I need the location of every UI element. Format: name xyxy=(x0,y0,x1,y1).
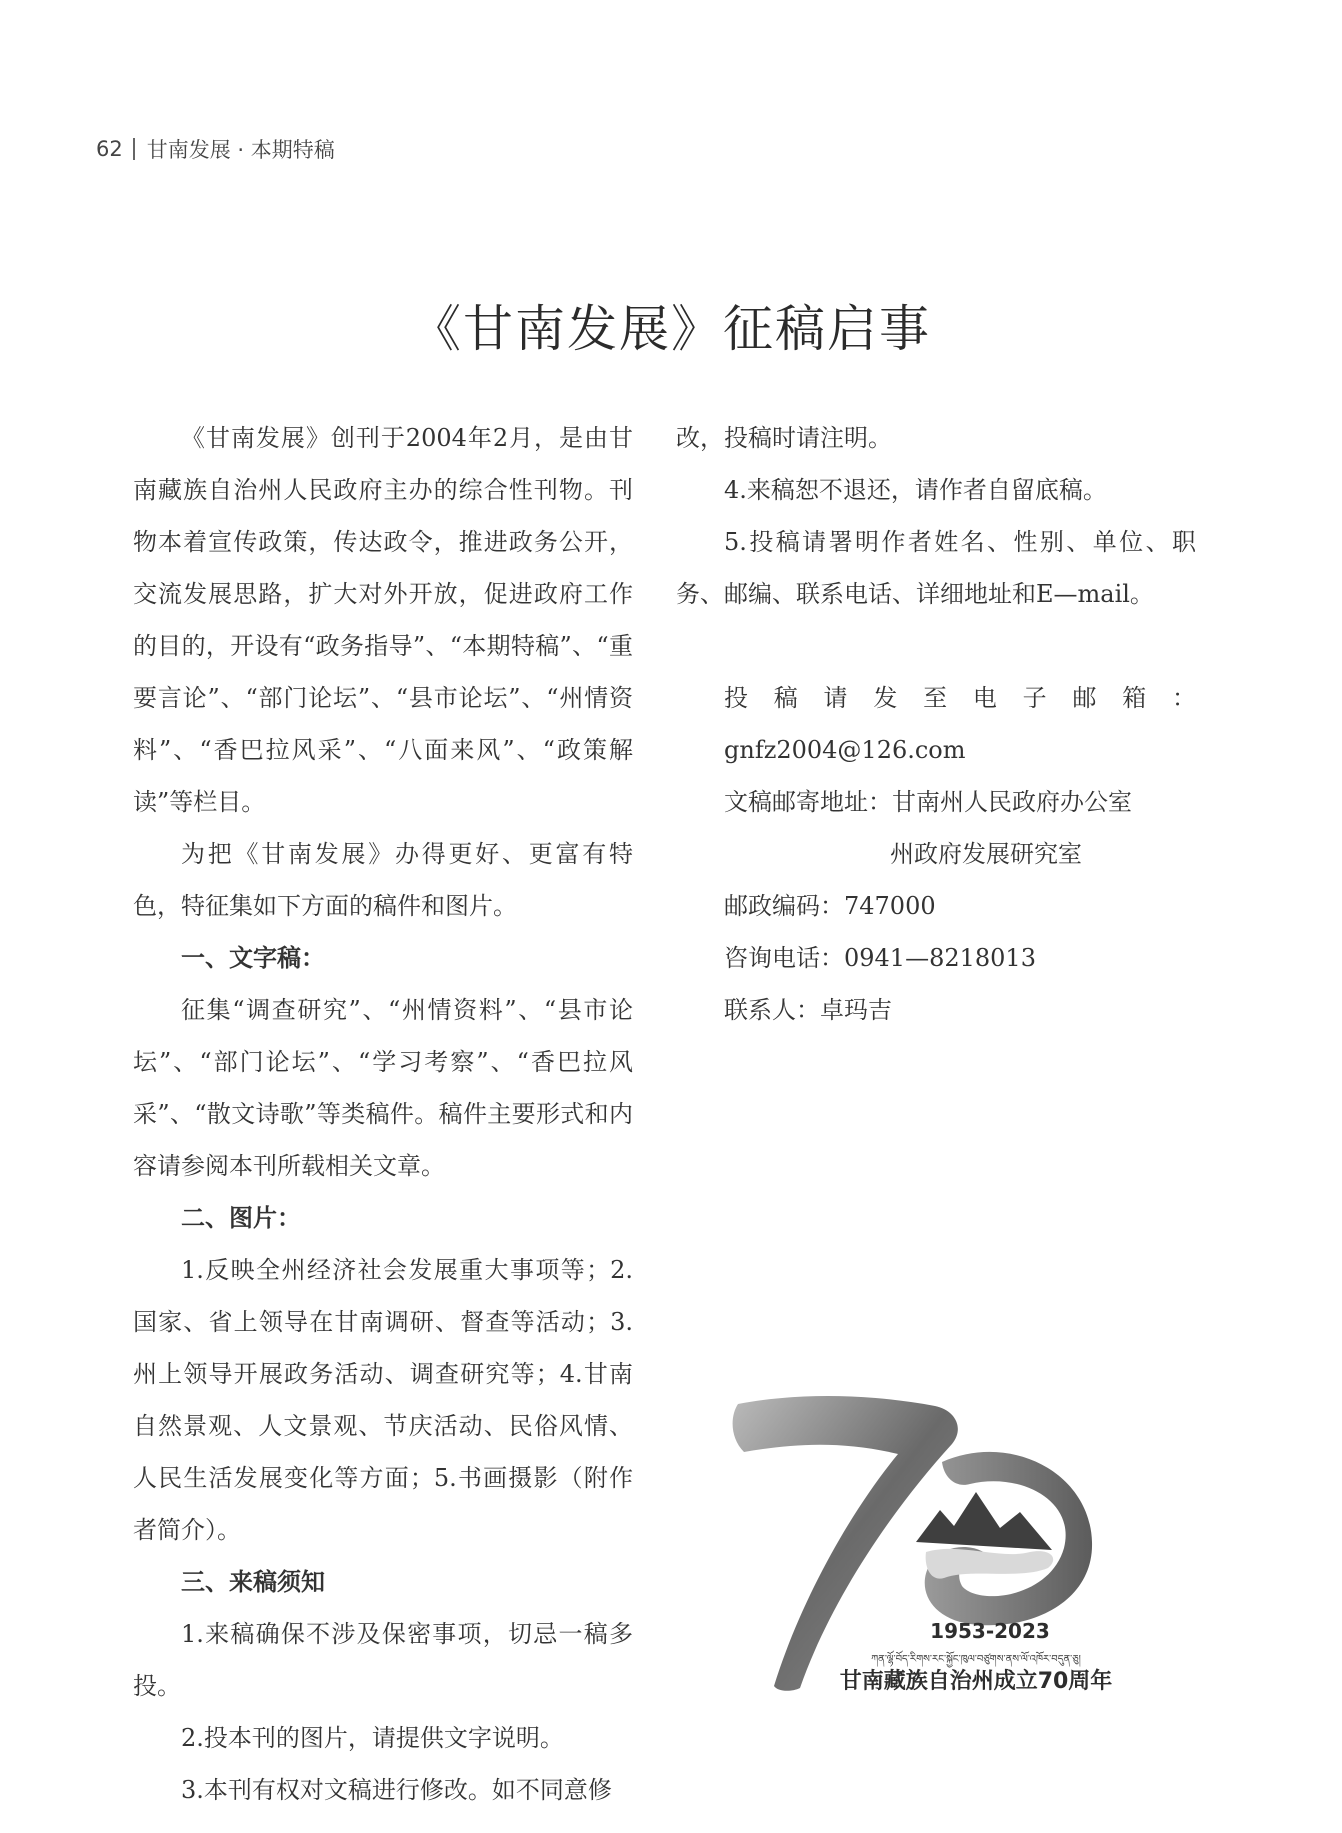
contact-postcode: 邮政编码：747000 xyxy=(724,892,936,920)
call-paragraph: 为把《甘南发展》办得更好、更富有特色，特征集如下方面的稿件和图片。 xyxy=(133,840,633,920)
logo-tibetan-text: ཀན་ལྷོ་བོད་རིགས་རང་སྐྱོང་ཁུལ་བཙུགས་ནས་ལོ་འཁོར་བདུན་ཅུ། xyxy=(871,1654,1081,1665)
running-header xyxy=(96,134,335,164)
river-icon xyxy=(926,1549,1054,1579)
intro-paragraph: 《甘南发展》创刊于2004年2月，是由甘南藏族自治州人民政府主办的综合性刊物。刊物本着宣传政策，传达政令，推进政务公开，交流发展思路，扩大对外开放，促进政府工作的目的，开设有“政务指导”、“本期特稿”、“重要言论”、“部门论坛”、“县市论坛”、“州情资料”、“香巴拉风采”、“八面来风”、“政策解读”等栏目。 xyxy=(133,424,633,816)
spacer xyxy=(676,620,1196,672)
contact-person: 联系人：卓玛吉 xyxy=(724,996,892,1024)
logo-years: 1953-2023 xyxy=(930,1619,1050,1643)
page-number: 62 xyxy=(96,137,123,161)
contact-address-line-2: 州政府发展研究室 xyxy=(890,840,1082,868)
seven-ribbon-shape xyxy=(733,1396,958,1691)
photos-paragraph: 1.反映全州经济社会发展重大事项等；2.国家、省上领导在甘南调研、督查等活动；3.州上领导开展政务活动、调查研究等；4.甘南自然景观、人文景观、节庆活动、民俗风情、人民生活发展变化等方面；5.书画摄影（附作者简介）。 xyxy=(133,1256,633,1544)
contact-email: 投稿请发至电子邮箱：gnfz2004@126.com xyxy=(724,684,1196,764)
right-column xyxy=(676,412,1196,1036)
logo-caption: 甘南藏族自治州成立70周年 xyxy=(839,1669,1113,1694)
section-heading-text-articles: 一、文字稿： xyxy=(181,944,325,972)
contact-phone: 咨询电话：0941—8218013 xyxy=(724,944,1036,972)
contact-address: 文稿邮寄地址：甘南州人民政府办公室 xyxy=(724,788,1132,816)
note-item-3-continued: 改，投稿时请注明。 xyxy=(676,424,892,452)
page-title: 《甘南发展》征稿启事 xyxy=(411,300,931,358)
note-item-1: 1.来稿确保不涉及保密事项，切忌一稿多投。 xyxy=(133,1620,633,1700)
section-heading-photos: 二、图片： xyxy=(181,1204,301,1232)
mountain-icon xyxy=(916,1492,1052,1550)
text-articles-paragraph: 征集“调查研究”、“州情资料”、“县市论坛”、“部门论坛”、“学习考察”、“香巴拉风采”、“散文诗歌”等类稿件。稿件主要形式和内容请参阅本刊所载相关文章。 xyxy=(133,996,633,1180)
note-item-2: 2.投本刊的图片，请提供文字说明。 xyxy=(181,1724,564,1752)
note-item-4: 4.来稿恕不退还，请作者自留底稿。 xyxy=(724,476,1107,504)
section-heading-notes: 三、来稿须知 xyxy=(181,1568,325,1596)
running-title: 甘南发展 · 本期特稿 xyxy=(146,138,335,162)
left-column xyxy=(133,412,633,1816)
header-divider xyxy=(133,138,135,160)
anniversary-logo xyxy=(730,1392,1170,1697)
note-item-3: 3.本刊有权对文稿进行修改。如不同意修 xyxy=(181,1776,612,1804)
note-item-5: 5.投稿请署明作者姓名、性别、单位、职务、邮编、联系电话、详细地址和E—mail。 xyxy=(676,528,1196,608)
